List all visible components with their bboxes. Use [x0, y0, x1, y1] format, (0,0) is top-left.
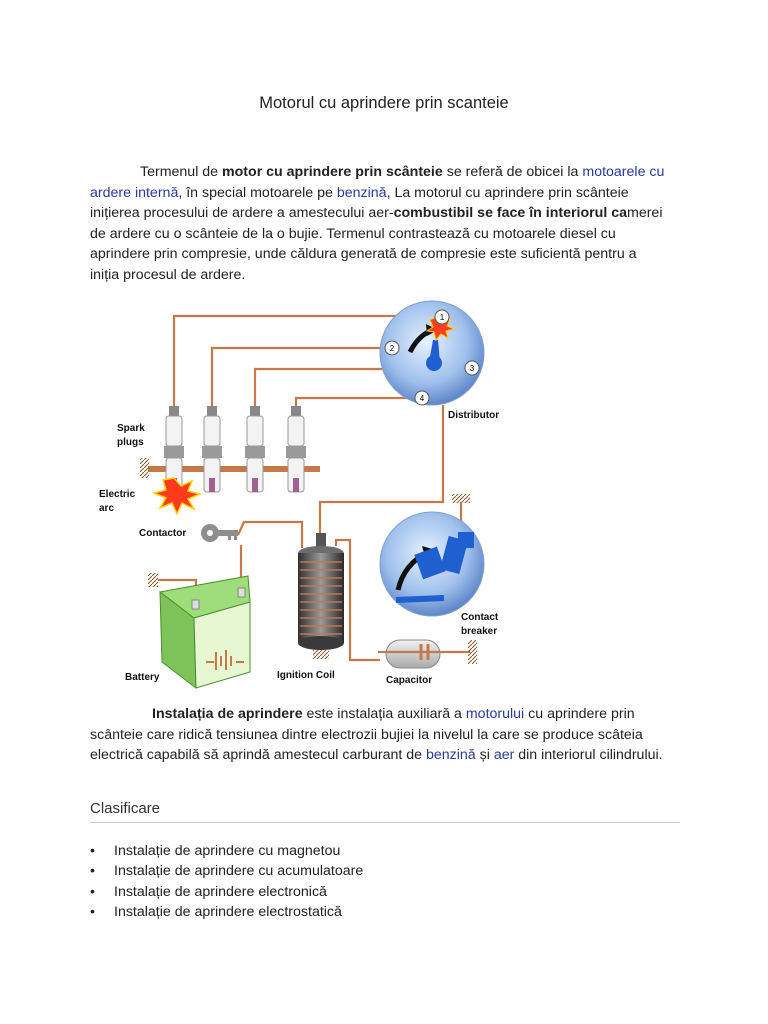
distributor-terminal [415, 391, 429, 405]
spark-plugs [164, 406, 306, 492]
svg-text:4: 4 [419, 394, 425, 403]
label-contactor: Contactor [139, 528, 187, 539]
distributor-terminal [385, 341, 399, 355]
link-benzina-2[interactable]: benzină [425, 747, 476, 763]
svg-text:2: 2 [389, 344, 395, 353]
page-title: Motorul cu aprindere prin scanteie [259, 94, 509, 112]
intro-paragraph: Termenul de motor cu aprindere prin scânteie se referă de obicei la motoarele cu ardere internă, în special motoarele pe benzină, La motorul cu aprindere prin scânteie inițierea procesului de ardere a amestecului aer-combustibil se face în interiorul camerei de ardere cu o scânteie de la o bujie. Termenul contrastează cu motoarele diesel cu aprindere prin compresie, unde căldura generată de compresie este suficientă pentru a iniția procesul de ardere. [90, 164, 665, 283]
distributor-terminal [465, 361, 479, 375]
spark-plug [202, 406, 222, 492]
clasificare-heading: Clasificare [90, 800, 161, 817]
clasificare-list [90, 841, 363, 922]
label-spark-plugs-2: plugs [117, 437, 144, 448]
spark-plug [245, 406, 265, 492]
distributor-terminal [435, 310, 449, 324]
key-icon [201, 524, 238, 542]
label-contact-breaker: Contact [461, 612, 499, 623]
svg-text:1: 1 [439, 313, 445, 322]
label-contact-breaker-2: breaker [461, 626, 498, 637]
list-item: • Instalație de aprindere electronică [90, 882, 363, 902]
label-electric-arc-2: arc [99, 503, 115, 514]
spark-plug [286, 406, 306, 492]
label-capacitor: Capacitor [386, 675, 433, 686]
capacitor [378, 640, 477, 668]
label-spark-plugs: Spark [117, 423, 145, 434]
contact-breaker [380, 494, 484, 616]
battery [148, 573, 250, 688]
list-item: • Instalație de aprindere cu magnetou [90, 841, 363, 861]
label-distributor: Distributor [448, 410, 500, 421]
link-motoarele-cu-ardere-interna[interactable]: motoarele cu ardere internă [90, 164, 665, 201]
distributor [380, 301, 484, 405]
list-item: • Instalație de aprindere electrostatică [90, 902, 363, 922]
label-electric-arc: Electric [99, 489, 136, 500]
electric-arc-icon [154, 478, 200, 514]
ignition-system-diagram [88, 300, 518, 695]
svg-text:3: 3 [469, 364, 475, 373]
link-benzina[interactable]: benzină [336, 184, 387, 201]
label-battery: Battery [125, 672, 160, 683]
link-motorului[interactable]: motorului [465, 706, 525, 722]
heading-divider [90, 822, 680, 823]
link-aer[interactable]: aer [493, 747, 515, 763]
label-ignition-coil: Ignition Coil [277, 670, 335, 681]
list-item: • Instalație de aprindere cu acumulatoare [90, 861, 363, 881]
ignition-coil [298, 533, 344, 659]
instalatia-paragraph: Instalația de aprindere este instalația auxiliară a motorului cu aprindere prin scânteie care ridică tensiunea dintre electrozii bujiei la nivelul la care se produce scâteia electrică capabilă să aprindă amestecul carburant de benzină și aer din interiorul cilindrului. [90, 706, 663, 763]
